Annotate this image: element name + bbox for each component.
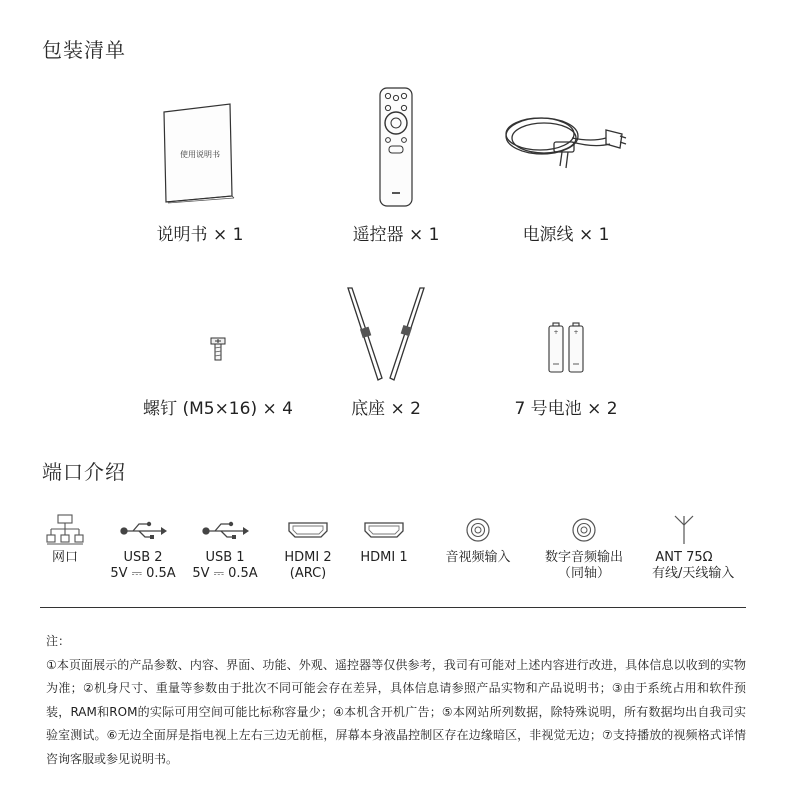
svg-text:+: +: [553, 329, 559, 336]
stand-icon: [286, 286, 486, 382]
port-label: HDMI 2 (ARC): [284, 550, 332, 581]
antenna-icon: [672, 510, 696, 550]
usb-icon: [118, 510, 168, 550]
packing-item-label: 遥控器 × 1: [352, 225, 440, 245]
port-label: USB 2 5V ⎓ 0.5A: [110, 550, 176, 581]
svg-text:+: +: [573, 329, 579, 336]
notes-heading: 注：: [46, 634, 71, 648]
notes-body: ①本页面展示的产品参数、内容、界面、功能、外观、遥控器等仅供参考，我司有可能对上述内容进行改进，具体信息以收到的实物为准；②机身尺寸、重量等参数由于批次不同可能会存在差异，具体信息请参照产品实物和产品说明书；③由于系统占用和软件预装，RAM和ROM的实际可用空间可能比标称容量少；④本机含开机广告；⑤本网站所列数据，除特殊说明，所有数据均出自我司实验室测试。⑥无边全面屏是指电视上左右三边无前框，屏幕本身液晶控制区存在边缘暗区，非视觉无边；⑦支持播放的视频格式详情咨询客服或参见说明书。: [46, 657, 746, 766]
coax-jack-icon: [562, 510, 606, 550]
port-label: 网口: [51, 550, 78, 565]
packing-item-label: 螺钉 (M5×16) × 4: [143, 399, 293, 419]
ports-intro-title: 端口介绍: [42, 460, 126, 484]
power-cord-icon: [466, 108, 666, 178]
av-jack-icon: [456, 510, 500, 550]
port-label: USB 1 5V ⎓ 0.5A: [192, 550, 258, 581]
packing-item-label: 说明书 × 1: [156, 225, 244, 245]
usb-icon: [200, 510, 250, 550]
packing-item-label: 电源线 × 1: [522, 225, 610, 245]
packing-list-title: 包装清单: [42, 38, 126, 62]
battery-icon: [466, 322, 666, 374]
notes-block: [46, 630, 746, 771]
packing-item-label: 7 号电池 × 2: [514, 399, 618, 419]
section-divider: [40, 607, 746, 608]
ethernet-icon: [44, 510, 86, 550]
port-label: HDMI 1: [360, 550, 408, 565]
port-label: 音视频输入: [445, 550, 511, 565]
port-label: 数字音频输出 （同轴）: [544, 550, 623, 581]
manual-cover-text: 使用说明书: [180, 150, 220, 159]
hdmi-icon: [286, 510, 330, 550]
packing-item-label: 底座 × 2: [351, 399, 421, 419]
hdmi-icon: [362, 510, 406, 550]
port-label: ANT 75Ω 有线/天线输入: [652, 550, 735, 581]
